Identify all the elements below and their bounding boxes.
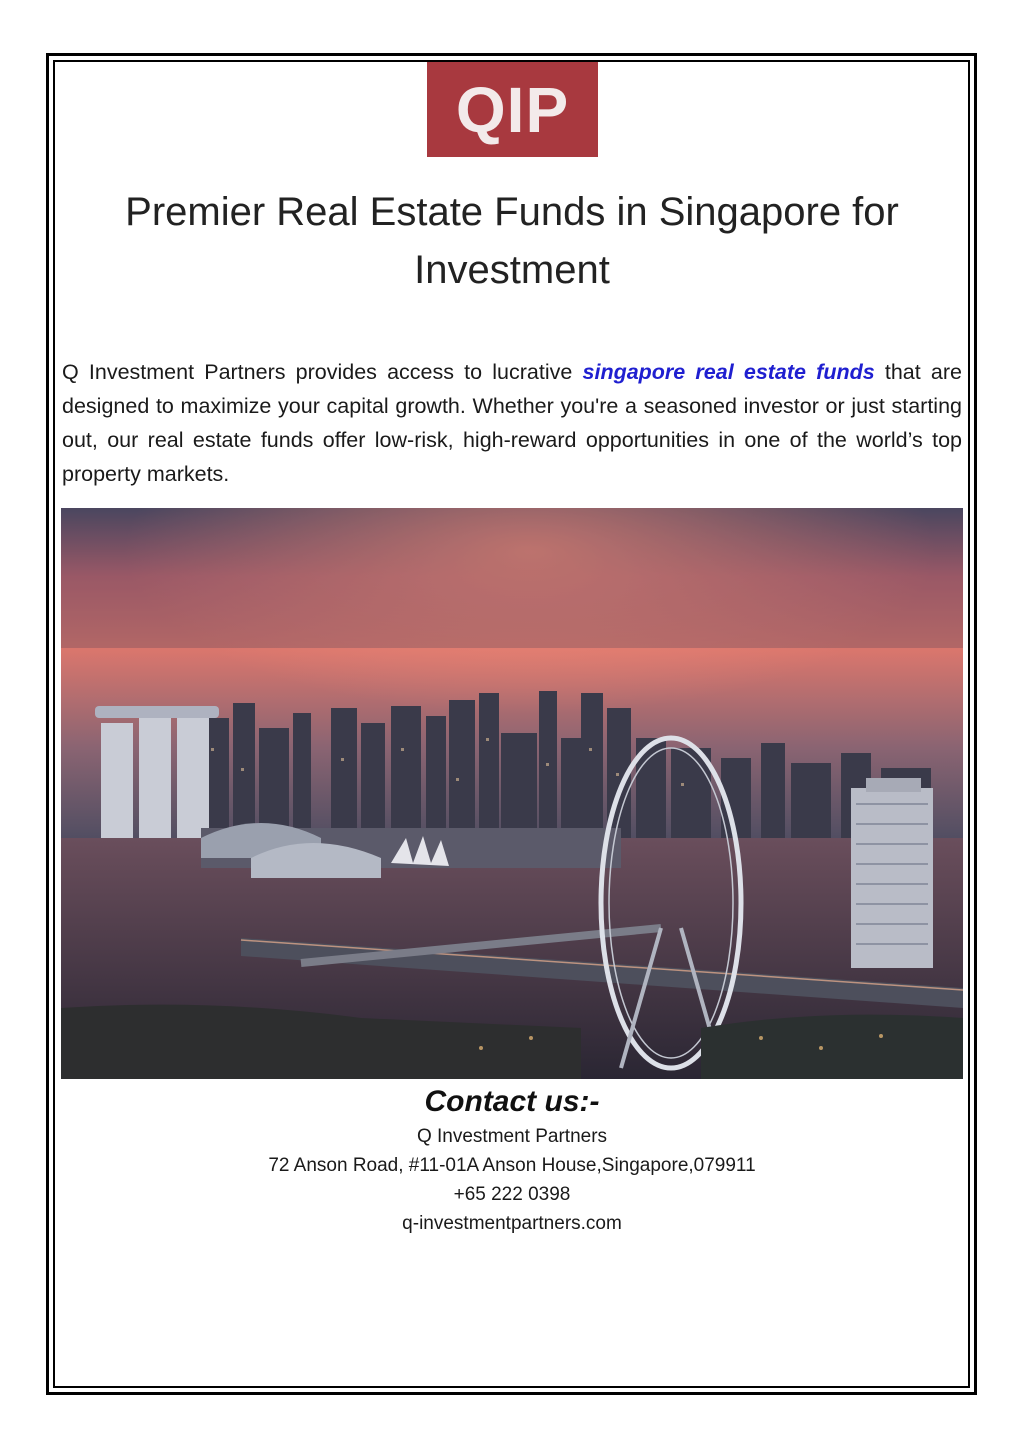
singapore-skyline-photo (61, 508, 963, 1079)
logo-text: QIP (455, 73, 570, 146)
qip-logo (427, 62, 598, 157)
intro-text-after: that are designed to maximize your capital growth. Whether you're a seasoned investor or just starting out, our real estate funds offer low-risk, high-reward opportunities in one of the world’s top property markets. (62, 360, 962, 486)
contact-company: Q Investment Partners (416, 1126, 608, 1147)
contact-address: 72 Anson Road, #11-01A Anson House,Singapore,079911 (268, 1155, 756, 1176)
contact-heading: Contact us:- (424, 1085, 600, 1118)
intro-paragraph (62, 355, 962, 491)
intro-text-before: Q Investment Partners provides access to lucrative (62, 360, 583, 384)
page-title: Premier Real Estate Funds in Singapore for Investment (125, 190, 899, 292)
real-estate-funds-link[interactable]: singapore real estate funds (582, 360, 875, 384)
contact-phone: +65 222 0398 (453, 1184, 571, 1205)
contact-website[interactable]: q-investmentpartners.com (402, 1213, 622, 1234)
